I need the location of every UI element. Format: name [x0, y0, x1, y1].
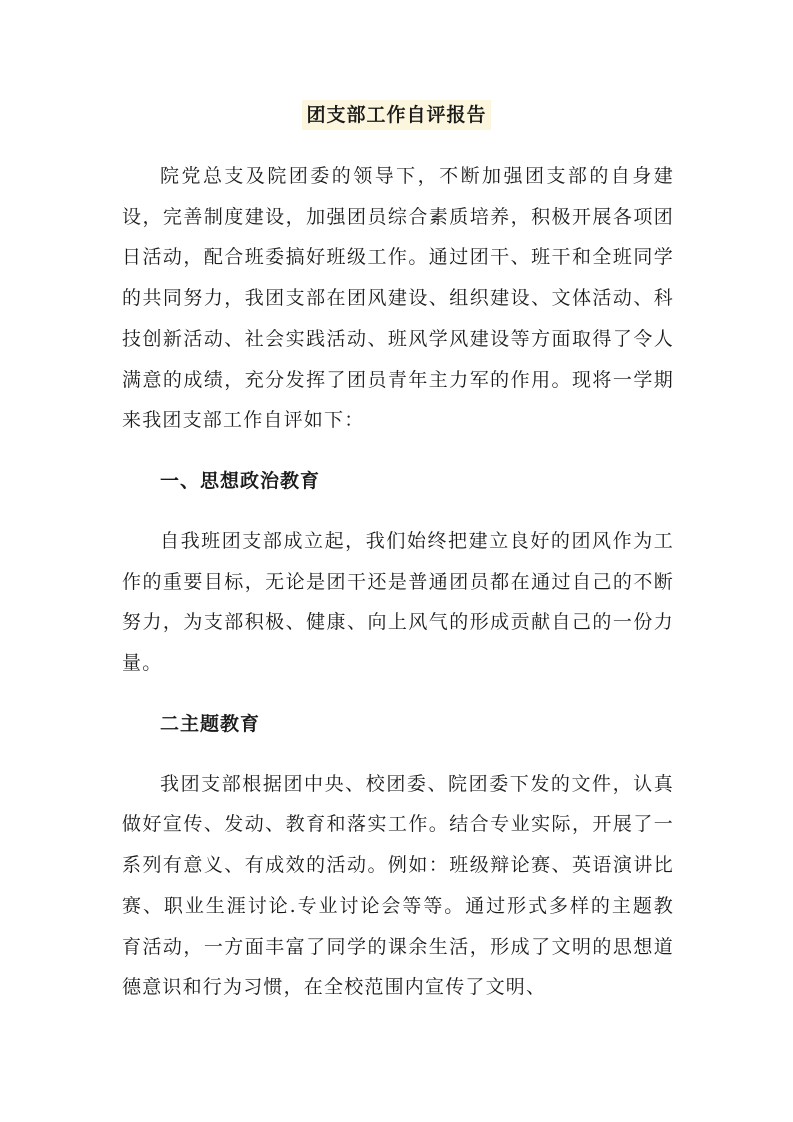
- section1-heading: 一、思想政治教育: [160, 469, 321, 492]
- intro-paragraph: 院党总支及院团委的领导下，不断加强团支部的自身建设，完善制度建设，加强团员综合素质培养，积极开展各项团日活动，配合班委搞好班级工作。通过团干、班干和全班同学的共同努力，我团支部在团风建设、组织建设、文体活动、科技创新活动、社会实践活动、班风学风建设等方面取得了令人满意的成绩，充分发挥了团员青年主力军的作用。现将一学期来我团支部工作自评如下：: [122, 165, 674, 432]
- section2-heading: 二主题教育: [160, 712, 261, 735]
- document-body: [122, 156, 674, 1008]
- document-title: 团支部工作自评报告: [302, 100, 490, 130]
- section1-paragraph: 自我班团支部成立起，我们始终把建立良好的团风作为工作的重要目标，无论是团干还是普通团员都在通过自己的不断努力，为支部积极、健康、向上风气的形成贡献自己的一份力量。: [122, 529, 674, 675]
- title-wrapper: [0, 100, 793, 130]
- section2-paragraph: 我团支部根据团中央、校团委、院团委下发的文件，认真做好宣传、发动、教育和落实工作。结合专业实际，开展了一系列有意义、有成效的活动。例如：班级辩论赛、英语演讲比赛、职业生涯讨论.专业讨论会等等。通过形式多样的主题教育活动，一方面丰富了同学的课余生活，形成了文明的思想道德意识和行为习惯，在全校范围内宣传了文明、: [122, 772, 674, 999]
